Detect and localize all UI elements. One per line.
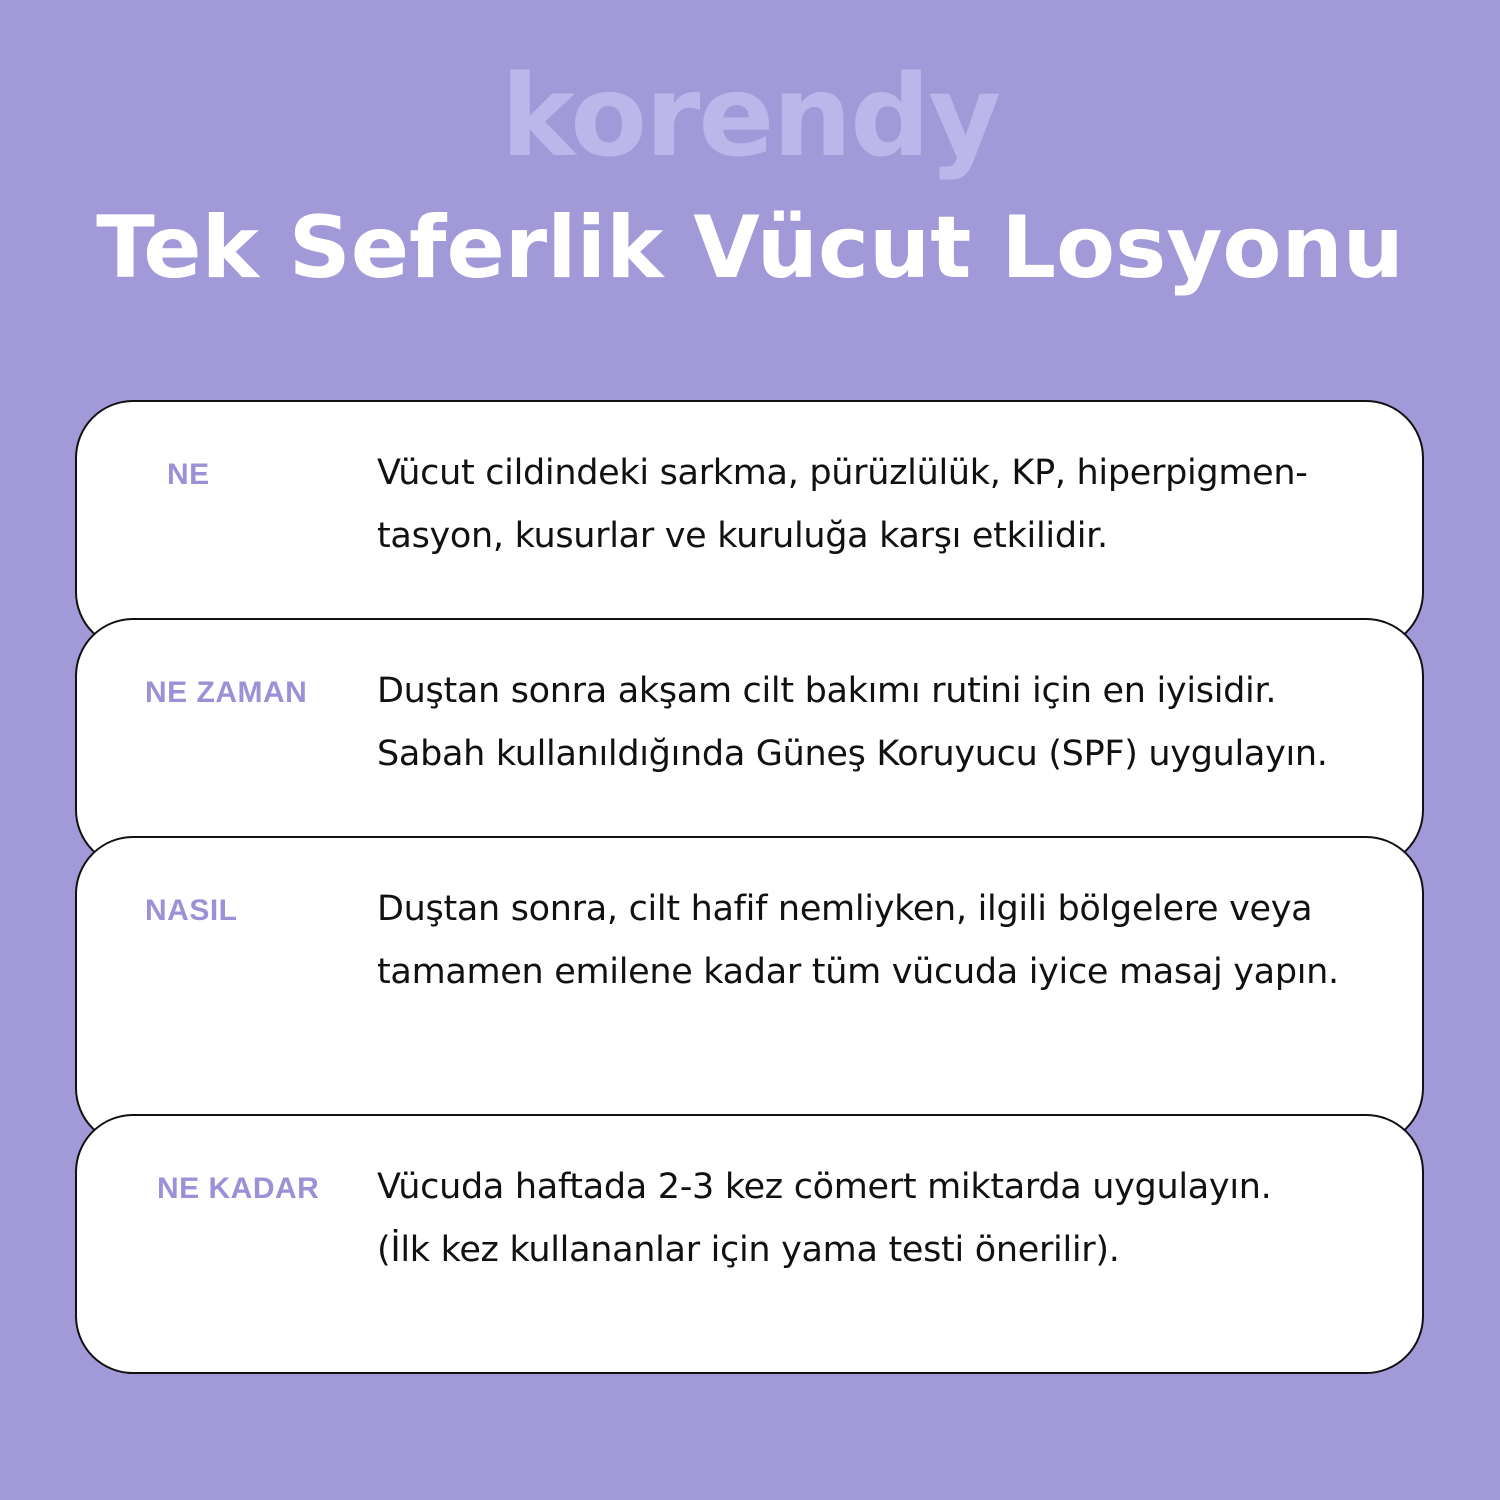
card-text-line: Duştan sonra akşam cilt bakımı rutini için en iyisidir. xyxy=(377,671,1277,711)
card-text-how xyxy=(377,878,1422,1004)
card-text-line: tasyon, kusurlar ve kuruluğa karşı etkilidir. xyxy=(377,516,1108,556)
card-text-when xyxy=(377,660,1422,786)
card-text-line: tamamen emilene kadar tüm vücuda iyice masaj yapın. xyxy=(377,952,1339,992)
card-label-how-much: NE KADAR xyxy=(157,1172,320,1205)
card-text-line: Vücuda haftada 2-3 kez cömert miktarda uygulayın. xyxy=(377,1167,1272,1207)
brand-logo: korendy xyxy=(500,52,1000,182)
card-text-line: Duştan sonra, cilt hafif nemliyken, ilgili bölgelere veya xyxy=(377,889,1313,929)
page-title: Tek Seferlik Vücut Losyonu xyxy=(96,198,1404,298)
info-card-what xyxy=(75,400,1424,650)
card-text-line: (İlk kez kullananlar için yama testi önerilir). xyxy=(377,1230,1120,1270)
info-card-when xyxy=(75,618,1424,868)
card-text-line: Vücut cildindeki sarkma, pürüzlülük, KP, hiperpigmen- xyxy=(377,453,1308,493)
info-card-how xyxy=(75,836,1424,1146)
card-text-line: Sabah kullanıldığında Güneş Koruyucu (SPF) uygulayın. xyxy=(377,734,1328,774)
card-text-what xyxy=(377,442,1422,568)
card-text-how-much xyxy=(377,1156,1422,1282)
info-card-how-much xyxy=(75,1114,1424,1374)
card-label-when: NE ZAMAN xyxy=(145,676,308,709)
card-label-what: NE xyxy=(167,458,210,491)
card-label-how: NASIL xyxy=(145,894,238,927)
